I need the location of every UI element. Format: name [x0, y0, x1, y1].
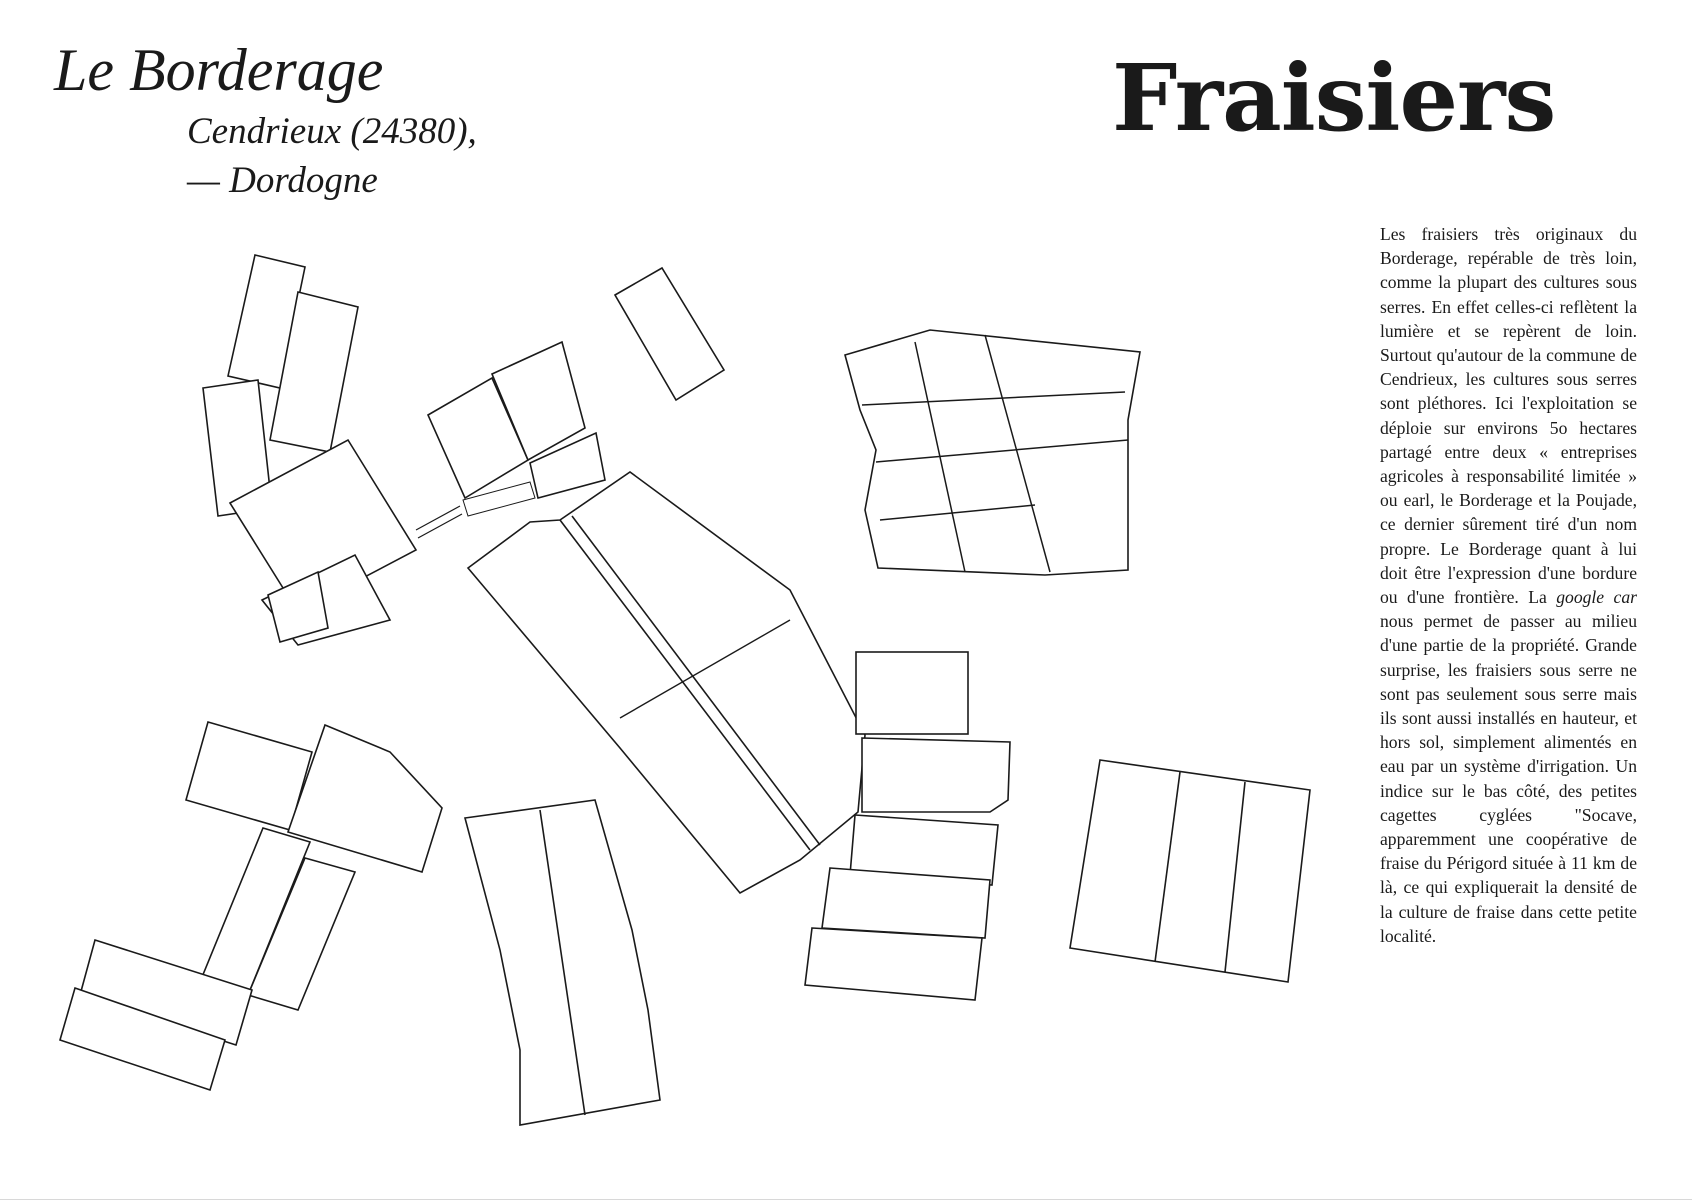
greenhouse-group-top-center [416, 268, 724, 538]
place-commune: Cendrieux (24380), [187, 111, 477, 152]
path-line [416, 506, 460, 530]
greenhouse-block [856, 652, 968, 734]
page-title: Fraisiers [1112, 44, 1556, 152]
greenhouse-block [288, 725, 442, 872]
place-name: Le Borderage [54, 37, 384, 103]
greenhouse-block [615, 268, 724, 400]
place-department: — Dordogne [187, 160, 378, 201]
greenhouse-block [862, 738, 1010, 812]
article-text-part-1: Les fraisiers très originaux du Borderage, repérable de très loin, comme la plupart des cultures sous serres. En effet celles-ci reflètent la lumière et se repèrent de loin. Surtout qu'autour de la commune de Cendrieux, les cultures sous serres sont pléthores. Ici l'exploitation se déploie sur environs 5o hectares partagé entre deux « entreprises agricoles à responsabilité limitée » ou earl, le Borderage et la Poujade, ce dernier sûrement tiré d'un nom propre. Le Borderage quant à lui doit être l'expression d'une bordure ou d'une frontière. La [1380, 224, 1637, 608]
article-text-italic: google car [1556, 587, 1637, 608]
path-line [418, 514, 462, 538]
greenhouse-block [822, 868, 990, 938]
greenhouse-group-bottom-left [60, 722, 442, 1090]
greenhouse-group-top-left [203, 255, 416, 645]
greenhouse-block [805, 928, 982, 1000]
greenhouse-group-right [1070, 760, 1310, 982]
greenhouse-group-bottom-center [465, 800, 660, 1125]
greenhouse-block [186, 722, 312, 830]
greenhouse-block [1070, 760, 1310, 982]
article-text-part-2: nous permet de passer au milieu d'une partie de la propriété. Grande surprise, les fraisiers sous serre ne sont pas seulement sous serre mais ils sont aussi installés en hauteur, et hors sol, simplement alimentés en eau par un système d'irrigation. Un indice sur le bas côté, des petites cagettes cyglées "Socave, apparemment une coopérative de fraise du Périgord située à 11 km de là, ce qui expliquerait la densité de la culture de fraise dans cette petite localité. [1380, 611, 1637, 946]
greenhouse-group-top-right [845, 330, 1140, 575]
